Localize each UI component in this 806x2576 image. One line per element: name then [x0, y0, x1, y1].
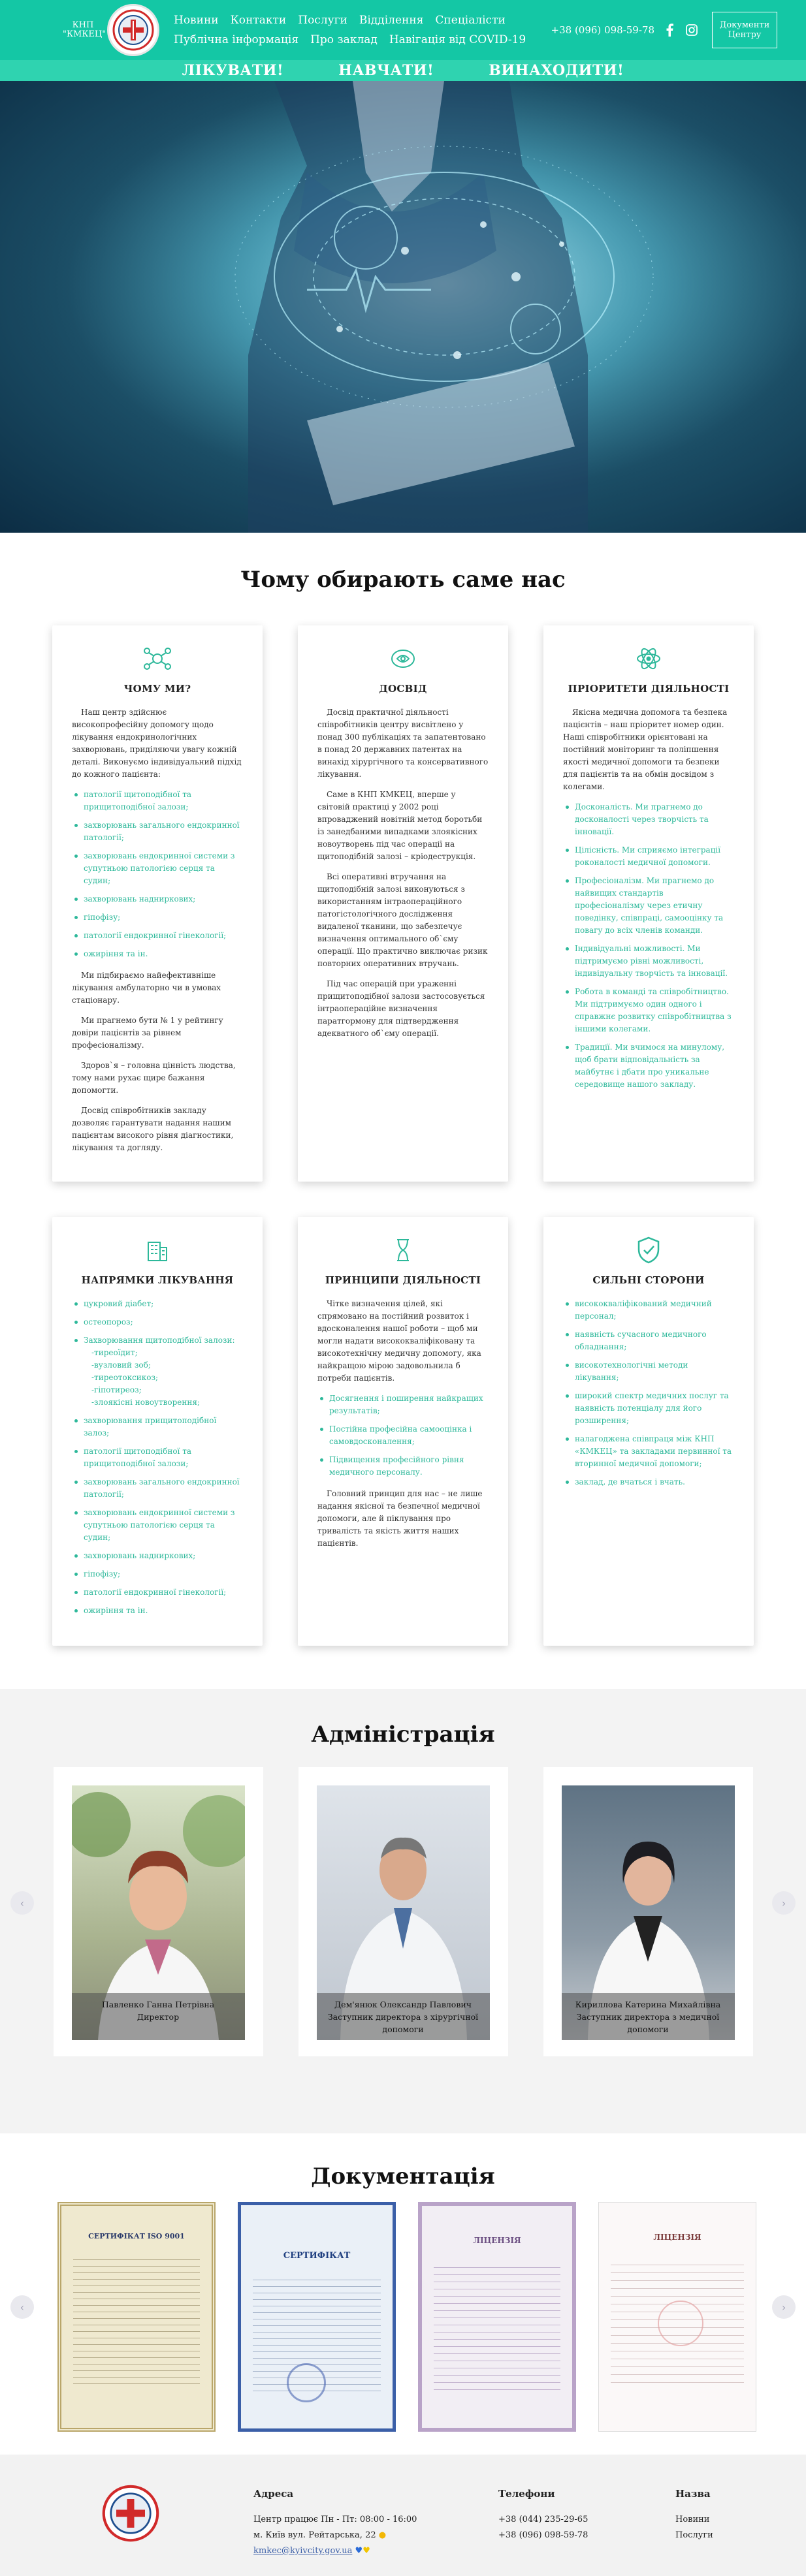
list-item: гіпофізу; — [72, 911, 243, 924]
person-card[interactable] — [298, 1767, 508, 2056]
list-item: ожиріння та ін. — [72, 948, 243, 960]
admin-next-button[interactable]: › — [772, 1891, 796, 1915]
card-principles — [298, 1217, 508, 1646]
card-list — [563, 801, 734, 1091]
card-priorities — [543, 625, 754, 1182]
card-text: Всі оперативні втручання на щитоподібній залозі виконуються з використанням інтраопераційного патогістологічного дослідження видаленої тканини, що забезпечує визначення оптимального об`єму операції. Що практично виключає ризик повторних оперативних втручань. — [317, 872, 488, 968]
list-subitem: -тиреотоксикоз; — [91, 1373, 159, 1382]
list-item: патології ендокринної гінекології; — [72, 930, 243, 942]
list-item: Підвищення професійного рівня медичного персоналу. — [317, 1454, 489, 1479]
admin-carousel — [0, 1767, 806, 2056]
card-text: Досвід співробітників закладу дозволяє гарантувати надання нашим пацієнтам високого рівня діагностики, лікування та догляду. — [72, 1106, 234, 1152]
heart-icon: ♥ — [355, 2546, 363, 2556]
footer-nav — [675, 2486, 713, 2543]
nav-about[interactable]: Про заклад — [310, 33, 378, 46]
shield-check-icon — [563, 1234, 734, 1266]
administration-section — [0, 1689, 806, 2133]
footer-nav-services[interactable]: Послуги — [675, 2530, 713, 2540]
card-list — [72, 1298, 243, 1617]
card-text: Саме в КНП КМКЕЦ, вперше у світовій практиці у 2002 році впроваджений новітній метод боротьби із занедбаними випадками злоякісних новоутворень під час операції на щитоподібній залозі – кріодеструкція. — [317, 790, 483, 861]
list-subitem: -злоякісні новоутворення; — [91, 1398, 201, 1407]
card-text: Ми прагнемо бути № 1 у рейтингу довіри пацієнтів за рівнем професіоналізму. — [72, 1016, 223, 1050]
list-item: захворювань загального ендокринної патології; — [72, 819, 243, 844]
network-icon — [72, 642, 243, 675]
docs-carousel — [57, 2202, 756, 2432]
person-caption — [72, 1993, 245, 2040]
nav-services[interactable]: Послуги — [298, 14, 347, 27]
list-item: Захворювання щитоподібної залози: — [72, 1334, 243, 1347]
slogan-heal: ЛІКУВАТИ! — [182, 62, 284, 79]
list-subitem: -тиреоїдит; — [91, 1348, 138, 1357]
document-thumbnail[interactable] — [238, 2202, 396, 2432]
document-thumbnail[interactable] — [57, 2202, 216, 2432]
document-label: СЕРТИФІКАТ — [283, 2251, 351, 2261]
list-item: гіпофізу; — [72, 1568, 243, 1580]
slogan-band — [0, 60, 806, 81]
card-why-us — [52, 625, 263, 1182]
card-list — [317, 1392, 489, 1479]
site-footer — [0, 2455, 806, 2576]
why-us-cards — [0, 625, 806, 1646]
list-item: Індивідуальні можливості. Ми підтримуємо рівні можливості, індивідуальну творчість та інновації. — [563, 943, 734, 980]
center-documents-button[interactable]: Документи Центру — [712, 12, 777, 48]
footer-nav-news[interactable]: Новини — [675, 2515, 710, 2524]
document-label: ЛІЦЕНЗІЯ — [653, 2233, 701, 2242]
list-item: Традиції. Ми вчимося на минулому, щоб брати відповідальність за майбутнє і дбати про уникальне середовище нашого закладу. — [563, 1041, 734, 1091]
person-name: Дем'янюк Олександр Павлович — [334, 2000, 472, 2009]
main-nav — [174, 14, 540, 46]
list-item: налагоджена співпраця між КНП «КМКЕЦ» та закладами первинної та вторинної медичної допомоги; — [563, 1433, 734, 1470]
hourglass-icon — [317, 1234, 489, 1266]
document-thumbnail[interactable] — [418, 2202, 576, 2432]
person-photo — [562, 1785, 735, 2040]
admin-prev-button[interactable]: ‹ — [10, 1891, 34, 1915]
card-title: ДОСВІД — [379, 683, 427, 695]
footer-nav-title: Назва — [675, 2488, 711, 2500]
docs-next-button[interactable]: › — [772, 2295, 796, 2319]
location-pin-icon: ● — [378, 2530, 387, 2540]
document-label: ЛІЦЕНЗІЯ — [473, 2236, 521, 2245]
list-item: Постійна професійна самооцінка і самовдосконалення; — [317, 1423, 489, 1448]
logo-text: КНП "КМКЕЦ" — [63, 20, 106, 39]
card-directions — [52, 1217, 263, 1646]
list-item: остеопороз; — [72, 1316, 243, 1328]
facebook-icon[interactable] — [662, 23, 677, 37]
instagram-icon[interactable] — [685, 23, 699, 37]
person-caption — [562, 1993, 735, 2040]
person-card[interactable] — [54, 1767, 263, 2056]
list-item: Професіоналізм. Ми прагнемо до найвищих стандартів професіоналізму через етичну поведінку, співпраці, самооцінку та повагу до всіх членів команди. — [563, 875, 734, 937]
logo[interactable] — [63, 4, 159, 56]
list-item: наявність сучасного медичного обладнання; — [563, 1328, 734, 1353]
hero-banner-image — [0, 81, 806, 533]
footer-phone[interactable]: +38 (044) 235-29-65 — [498, 2515, 588, 2524]
list-item: патології ендокринної гінекології; — [72, 1586, 243, 1599]
site-header — [0, 0, 806, 60]
list-item: заклад, де вчаться і вчать. — [563, 1476, 734, 1488]
footer-phone[interactable]: +38 (096) 098-59-78 — [498, 2530, 588, 2540]
person-caption — [317, 1993, 490, 2040]
nav-departments[interactable]: Відділення — [359, 14, 424, 27]
list-item: висококваліфікований медичний персонал; — [563, 1298, 734, 1323]
list-item: Цілісність. Ми сприяємо інтеграції роконалості медичної допомоги. — [563, 844, 734, 869]
person-name: Павленко Ганна Петрівна — [101, 2000, 215, 2009]
card-text: Досвід практичної діяльності співробітників центру висвітлено у понад 300 публікаціях та запатентовано в понад 20 державних патентах на винахід хірургічного та консервативного лікування. — [317, 708, 489, 779]
list-item: захворювань ендокринної системи з супутньою патологією серця та судин; — [72, 850, 243, 887]
list-item: захворювань ендокринної системи з супутньою патологією серця та судин; — [72, 1507, 243, 1544]
nav-specialists[interactable]: Спеціалісти — [435, 14, 506, 27]
why-us-title: Чому обирають саме нас — [240, 567, 566, 593]
card-text: Під час операцій при ураженні прищитоподібної залози застосовується інтраопераційне визначення паратгормону для підтвердження адекватного об`єму операції. — [317, 979, 485, 1038]
administration-title: Адміністрація — [311, 1721, 495, 1748]
person-role: Заступник директора з хірургічної допомоги — [327, 2012, 479, 2034]
slogan-teach: НАВЧАТИ! — [338, 62, 434, 79]
experience-icon — [317, 642, 489, 675]
list-item: цукровий діабет; — [72, 1298, 243, 1310]
card-text: Головний принцип для нас – не лише надання якісної та безпечної медичної допомоги, але й піклування про тривалість та якість життя наших пацієнтів. — [317, 1489, 483, 1548]
why-us-section — [0, 533, 806, 1689]
building-icon — [72, 1234, 243, 1266]
card-text: Наш центр здійснює високопрофесійну допомогу щодо лікування ендокринологічних захворювань, приділяючи увагу кожній деталі. Виконуємо індивідуальний підхід до кожного пацієнта: — [72, 708, 242, 779]
person-role: Заступник директора з медичної допомоги — [576, 2012, 720, 2034]
logo-emblem-icon — [107, 4, 159, 56]
list-item: патології щитоподібної та прищитоподібної залози; — [72, 789, 243, 813]
card-text: Ми підбираємо найефективніше лікування амбулаторно чи в умовах стаціонару. — [72, 971, 221, 1005]
person-card[interactable] — [543, 1767, 753, 2056]
footer-address-title: Адреса — [253, 2488, 294, 2500]
nav-public-info[interactable]: Публічна інформація — [174, 33, 299, 46]
list-item: високотехнологічні методи лікування; — [563, 1359, 734, 1384]
card-title: СИЛЬНІ СТОРОНИ — [592, 1274, 705, 1286]
card-text: Чітке визначення цілей, які спрямовано на постійний розвиток і вдосконалення нашої роботи – щоб ми могли надати висококваліфіковану та високотехнічну медичну допомогу, яка найкращою мірою задовольнила б потреби пацієнтів. — [317, 1299, 481, 1383]
card-list — [72, 789, 243, 960]
card-text: Якісна медична допомога та безпека пацієнтів – наш пріоритет номер один. Наші співробітники орієнтовані на постійний моніторинг та поліпшення якості медичної допомоги та безпеки для пацієнтів та на обмін досвідом з колегами. — [563, 708, 728, 791]
footer-email[interactable]: kmkec@kyivcity.gov.ua — [253, 2546, 353, 2556]
nav-contacts[interactable]: Контакти — [230, 14, 287, 27]
document-thumbnail[interactable] — [598, 2202, 756, 2432]
heart-icon: ♥ — [363, 2546, 370, 2556]
documentation-title: Документація — [311, 2163, 495, 2190]
person-photo — [317, 1785, 490, 2040]
footer-phones-title: Телефони — [498, 2488, 555, 2500]
card-text: Здоров`я – головна цінність людства, тому нами рухає щире бажання допомогти. — [72, 1061, 236, 1095]
list-item: захворювань загального ендокринної патології; — [72, 1476, 243, 1501]
nav-covid[interactable]: Навігація від COVID-19 — [389, 33, 526, 46]
footer-street: м. Київ вул. Рейтарська, 22 — [253, 2530, 376, 2540]
atom-icon — [563, 642, 734, 675]
list-item: Робота в команді та співробітництво. Ми підтримуємо один одного і справжнє розвитку співробітництва з іншими колегами. — [563, 986, 734, 1035]
docs-prev-button[interactable]: ‹ — [10, 2295, 34, 2319]
card-strengths — [543, 1217, 754, 1646]
document-label: СЕРТИФІКАТ ISO 9001 — [88, 2232, 185, 2240]
card-experience — [298, 625, 508, 1182]
slogan-invent: ВИНАХОДИТИ! — [489, 62, 624, 79]
list-item: Досконалість. Ми прагнемо до досконалості через творчість та інновації. — [563, 801, 734, 838]
list-subitem: -гіпотиреоз; — [91, 1385, 142, 1394]
card-title: ПРІОРИТЕТИ ДІЯЛЬНОСТІ — [568, 683, 730, 695]
list-item: захворювань надниркових; — [72, 1550, 243, 1562]
list-item: захворювання прищитоподібної залоз; — [72, 1415, 243, 1439]
list-subitem: -вузловий зоб; — [91, 1360, 151, 1370]
footer-address — [253, 2486, 417, 2559]
card-title: НАПРЯМКИ ЛІКУВАННЯ — [81, 1274, 234, 1286]
list-item: захворювань надниркових; — [72, 893, 243, 905]
card-title: ПРИНЦИПИ ДІЯЛЬНОСТІ — [325, 1274, 481, 1286]
card-list — [563, 1298, 734, 1488]
footer-phones — [498, 2486, 588, 2543]
person-photo — [72, 1785, 245, 2040]
header-phone[interactable]: +38 (096) 098-59-78 — [551, 24, 654, 36]
person-name: Кириллова Катерина Михайлівна — [575, 2000, 721, 2009]
list-item: патології щитоподібної та прищитоподібної залози; — [72, 1445, 243, 1470]
person-role: Директор — [137, 2012, 180, 2022]
documentation-section — [0, 2133, 806, 2455]
nav-news[interactable]: Новини — [174, 14, 219, 27]
list-item: Досягнення і поширення найкращих результатів; — [317, 1392, 489, 1417]
card-title: ЧОМУ МИ? — [123, 683, 191, 695]
list-item: широкий спектр медичних послуг та наявність потенціалу для його розширення; — [563, 1390, 734, 1427]
footer-logo-icon[interactable] — [102, 2485, 159, 2545]
list-item: ожиріння та ін. — [72, 1605, 243, 1617]
footer-hours: Центр працює Пн - Пт: 08:00 - 16:00 — [253, 2515, 417, 2524]
